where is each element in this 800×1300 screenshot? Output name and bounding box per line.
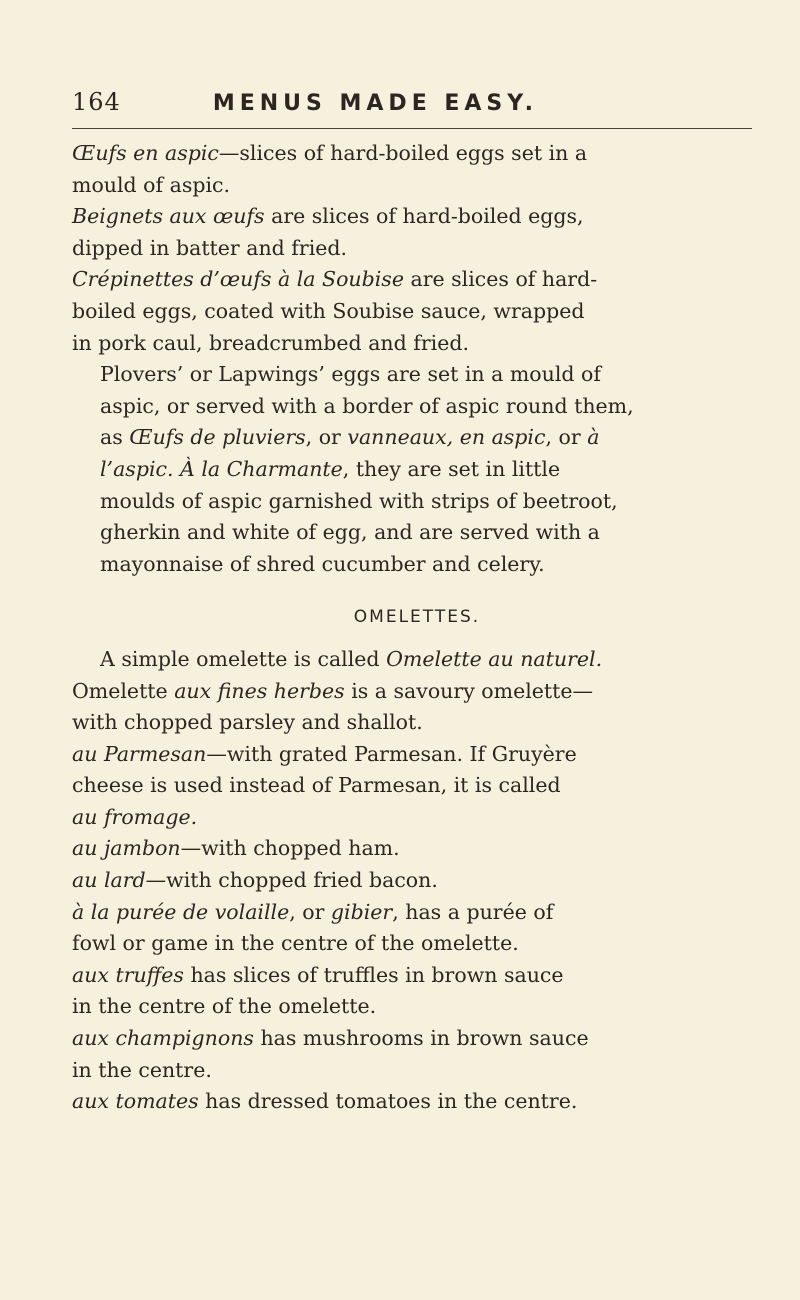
italic-text: Omelette au naturel. [386,646,603,671]
section-heading: OMELETTES. [353,607,481,628]
text-run: —with chopped fried bacon. [145,868,438,893]
text-run: are slices of hard-boiled eggs, [264,204,584,229]
paragraph [72,138,762,201]
paragraph [72,1086,762,1118]
text-line [72,1055,762,1087]
text-run: mould of aspic. [72,172,231,197]
text-line [72,391,762,423]
italic-text: l’aspic. À la Charmante [100,456,343,481]
text-line [72,770,762,802]
text-run: Plovers’ or Lapwings’ eggs are set in a mould of [100,362,601,387]
paragraph [72,359,762,580]
text-run: aspic, or served with a border of aspic round them, [100,393,634,418]
text-line [72,486,762,518]
paragraph [72,897,762,960]
text-line [72,802,762,834]
text-run: gherkin and white of egg, and are served with a [100,520,600,545]
eggs-section [72,138,762,580]
text-line [72,897,762,929]
page-number: 164 [72,88,121,116]
text-line [72,1086,762,1118]
text-line [72,960,762,992]
italic-text: en aspic [133,141,219,165]
text-run: has mushrooms in brown sauce [253,1026,589,1051]
text-run: in pork caul, breadcrumbed and fried. [72,330,469,355]
italic-text: au Parmesan [72,741,207,766]
text-run: , they are set in little [342,456,561,481]
text-run: dipped in batter and fried. [72,235,348,260]
text-line [72,644,762,676]
text-run: has dressed tomatoes in the centre. [198,1089,578,1114]
italic-text: à la purée de volaille [72,899,290,924]
text-line [72,201,762,233]
text-line [72,296,762,328]
paragraph [72,1023,762,1086]
paragraph [72,833,762,865]
text-line [72,328,762,360]
italic-text: aux truffes [72,962,184,987]
italic-text: à [587,425,600,450]
italic-text: aux tomates [72,1089,199,1114]
italic-text: aux champignons [72,1026,254,1051]
text-run: in the centre. [72,1057,212,1082]
running-title: MENUS MADE EASY. [212,91,538,116]
italic-text: vanneaux, en aspic [347,425,546,450]
paragraph [72,676,762,739]
text-run: in the centre of the omelette. [72,994,377,1019]
text-line [72,833,762,865]
italic-text: Œufs [72,141,134,165]
text-run: , or [305,425,348,450]
text-line [72,264,762,296]
text-run: boiled eggs, coated with Soubise sauce, wrapped [72,298,585,323]
paragraph [72,201,762,264]
text-line [72,928,762,960]
italic-text: gibier [330,899,393,924]
paragraph [72,264,762,359]
text-run: , has a purée of [392,899,554,924]
text-line [72,549,762,581]
text-run: —slices of hard-boiled eggs set in a [218,141,588,165]
text-line [72,1023,762,1055]
paragraph [72,739,762,834]
text-run: , or [289,899,331,924]
italic-text: Œufs de pluviers [129,425,306,450]
text-line [72,517,762,549]
text-run: are slices of hard- [403,267,598,292]
text-run: Omelette [72,678,175,703]
paragraph [72,960,762,1023]
text-run: as [100,425,130,450]
text-line [72,865,762,897]
text-line [72,707,762,739]
text-line [72,676,762,708]
text-line [72,991,762,1023]
italic-text: au lard [72,868,146,893]
italic-text: Crépinettes d’œufs à la Soubise [72,267,404,292]
text-run: with chopped parsley and shallot. [72,710,423,735]
text-run: , or [545,425,588,450]
italic-text: au jambon [72,836,181,861]
text-line [72,739,762,771]
italic-text: aux fines herbes [174,678,345,703]
text-run: —with chopped ham. [180,836,400,861]
text-run: cheese is used instead of Parmesan, it is called [72,773,561,798]
text-line [72,233,762,265]
text-line [72,422,762,454]
text-run: has slices of truffles in brown sauce [183,962,564,987]
text-run: moulds of aspic garnished with strips of beetroot, [100,488,618,513]
paragraph [72,644,762,676]
italic-text: au fromage. [72,804,198,829]
text-run: fowl or game in the centre of the omelette. [72,931,519,956]
text-line [72,454,762,486]
text-run: A simple omelette is called [100,646,387,671]
text-run: is a savoury omelette— [344,678,593,703]
italic-text: Beignets aux œufs [72,204,265,229]
text-line [72,359,762,391]
paragraph [72,865,762,897]
page-header [72,88,752,116]
body-text [72,138,762,1118]
text-run: mayonnaise of shred cucumber and celery. [100,551,545,576]
text-run: —with grated Parmesan. If Gruyère [206,741,577,766]
header-rule [72,128,752,129]
text-line [72,138,762,170]
omelettes-section [72,644,762,1118]
text-line [72,170,762,202]
